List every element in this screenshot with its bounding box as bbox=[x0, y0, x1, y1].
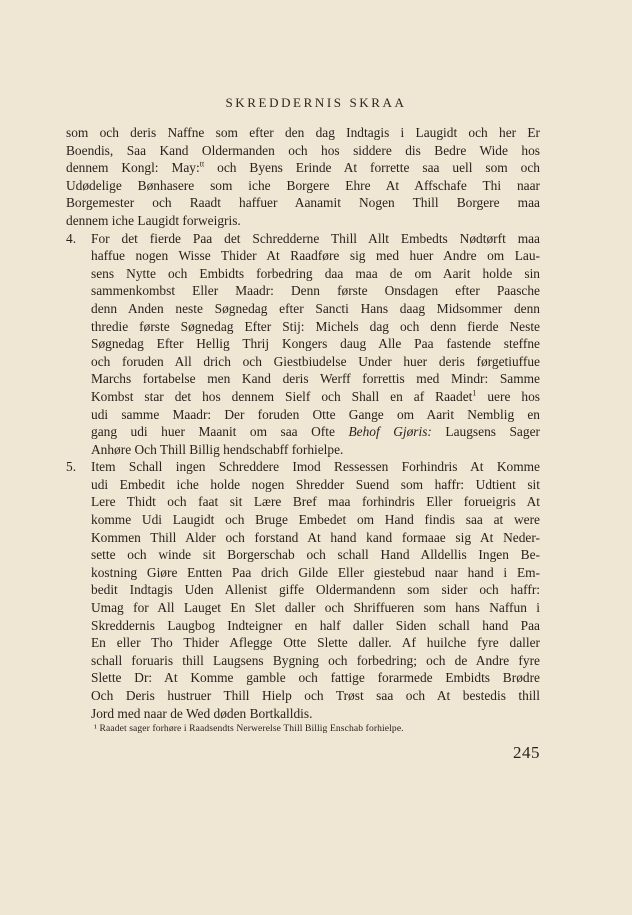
text-line: haffue nogen Wisse Thider At Raadføre sig med huer Andre om Lau- bbox=[91, 248, 540, 264]
text-line: komme Udi Laugidt och Bruge Embedet om Hand findis saa at were bbox=[91, 512, 540, 528]
footnote: ¹ Raadet sager forhøre i Raadsendts Nerwerelse Thill Billig Enschab forhielpe. bbox=[94, 723, 404, 734]
text-line: som och deris Naffne som efter den dag Indtagis i Laugidt och her Er bbox=[66, 125, 540, 140]
text-line: Boendis, Saa Kand Oldermanden och hos siddere dis Bedre Wide hos bbox=[66, 142, 540, 158]
text-line: Lere Thidt och faat sit Lære Bref maa forhindris Eller foruеigris At bbox=[91, 494, 540, 510]
text-line: Item Schall ingen Schreddere Imod Ressessen Forhindris At Komme bbox=[91, 459, 540, 475]
text-line: Umag for All Lauget En Slet daller och Shriffueren som hans Naffun i bbox=[91, 600, 540, 616]
text-line: For det fierde Paa det Schredderne Thill Allt Embedts Nødtørft maa bbox=[91, 230, 540, 246]
paragraph-5 bbox=[66, 458, 540, 722]
paragraph-4 bbox=[66, 230, 540, 459]
text-line: Skreddernis Laugbog Indteigner en half daller Siden schall hand Paa bbox=[91, 617, 540, 633]
text-line: Borgemester och Raadt haffuer Aanamit Nogen Thill Borgere maa bbox=[66, 195, 540, 211]
text-line: Slette Dr: At Komme gamble och fattige forarmede Embidts Brødre bbox=[91, 670, 540, 686]
body-text bbox=[66, 124, 540, 722]
text-line: bedit Indtagis Uden Allenist giffe Oldermandenn som sider och haffr: bbox=[91, 582, 540, 598]
text-line: udi Embedit iche holde nogen Shredder Suend som haffr: Udtient sit bbox=[91, 476, 540, 492]
text-line: schall foruaris thill Laugsens Bygning och forbedring; och de Andre fyre bbox=[91, 652, 540, 668]
text-line: Anhøre Och Thill Billig hendschabff forhielpe. bbox=[91, 441, 344, 457]
paragraph-continuation bbox=[66, 124, 540, 230]
text-line: thredie første Søgnedag Efter Stij: Michels dag och denn fierde Neste bbox=[91, 318, 540, 334]
text-line: Marchs fortabelse men Kand deris Werff forrettis med Mindr: Samme bbox=[91, 371, 540, 387]
paragraph-number: 4. bbox=[66, 230, 77, 246]
text-line: dennem Kongl: May:$^{tt}$ och Byens Erinde At forrette saa uell som och bbox=[66, 159, 540, 176]
page-header-title: SKREDDERNIS SKRAA bbox=[225, 95, 407, 110]
text-line: En eller Tho Thider Aflegge Otte Slette daller. Af huilche fyre daller bbox=[91, 635, 540, 651]
text-line: Kommen Thill Alder och forstand At hand kand formaae sig At Neder- bbox=[91, 529, 540, 545]
text-line: denn Anden neste Søgnedag efter Sancti Hans daag Midsommer denn bbox=[91, 300, 540, 316]
text-line: Kombst star det hos dennem Sielf och Shall en af Raadet$^1$ uere hos bbox=[91, 388, 540, 404]
text-line: Jord med naar de Wed døden Bortkalldis. bbox=[91, 705, 313, 721]
text-line: gang udi huer Maanit om saa Ofte Behof Gjøris: Laugsens Sager bbox=[91, 424, 540, 440]
text-line: udi samme Maadr: Der foruden Otte Gange om Aarit Nemblig en bbox=[91, 406, 540, 422]
text-line: dennem iche Laugidt forweigris. bbox=[66, 212, 241, 228]
page-number: 245 bbox=[513, 743, 540, 762]
text-line: sammenkombst Eller Maadr: Denn første Onsdagen efter Paasche bbox=[91, 283, 540, 299]
text-line: Søgnedag Efter Hellig Thrij Kongers daug Alle Paa fastende steffne bbox=[91, 336, 540, 352]
text-line: sens Nytte och Embidts forbedring daa maa de om Aarit holde sin bbox=[91, 265, 540, 281]
text-line: Udødelige Bønhasere som iche Borgere Ehre At Affschafe Thi naar bbox=[66, 177, 540, 193]
text-line: sette och winde sit Borgerschab och schall Hand Alldellis Ingen Be- bbox=[91, 547, 540, 563]
text-line: och foruden All drich och Giestbiudelse Under huer deris førgetiuffue bbox=[91, 353, 540, 369]
paragraph-number: 5. bbox=[66, 459, 77, 475]
text-line: kostning Giøre Entten Paa drich Gilde Eller giestebud naar hand i Em- bbox=[91, 564, 540, 580]
text-line: Och Deris hustruer Thill Hielp och Trøst saa och At bestedis thill bbox=[91, 688, 540, 703]
